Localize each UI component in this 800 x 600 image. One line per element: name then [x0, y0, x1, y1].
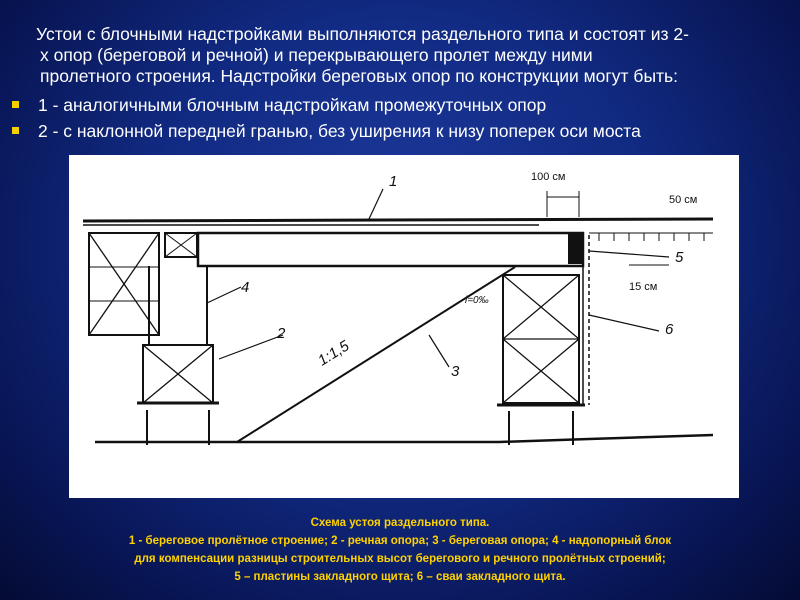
part-label-4: 4: [241, 279, 250, 296]
intro-line-1: Устои с блочными надстройками выполняются раздельного типа и состоят из 2-: [36, 24, 689, 44]
bullet-text-1: 1 - аналогичными блочным надстройкам промежуточных опор: [38, 95, 547, 115]
dim-label-100: 100 см: [531, 171, 566, 183]
slope-note-label: i=0‰: [465, 295, 489, 306]
dim-label-50: 50 см: [669, 194, 698, 206]
intro-line-2: х опор (береговой и речной) и перекрывающего пролет между ними: [40, 45, 593, 65]
part-label-2: 2: [277, 325, 286, 342]
ground-line: [95, 435, 713, 442]
caption-title: Схема устоя раздельного типа.: [310, 517, 490, 529]
slope-line: [237, 267, 515, 442]
span-girder: [198, 233, 583, 266]
dim-label-15: 15 см: [629, 281, 658, 293]
caption-line-3: 5 – пластины закладного щита; 6 – сваи закладного щита.: [234, 571, 566, 583]
abutment-drawing: [69, 155, 739, 498]
part-label-5: 5: [675, 249, 684, 266]
girder-end-block: [569, 235, 583, 263]
bullet-square-icon: [12, 101, 19, 108]
road-hatching: [589, 233, 713, 241]
part-label-3: 3: [451, 363, 460, 380]
intro-line-3: пролетного строения. Надстройки береговых опор по конструкции могут быть:: [40, 66, 679, 86]
figure-caption: [0, 514, 800, 586]
bullet-square-icon: [12, 127, 19, 134]
bullet-text-2: 2 - с наклонной передней гранью, без уширения к низу поперек оси моста: [38, 121, 641, 141]
intro-text: [36, 24, 796, 87]
caption-line-1: 1 - береговое пролётное строение; 2 - речная опора; 3 - береговая опора; 4 - надопорный блок: [128, 535, 672, 547]
slope-label: 1:1,5: [315, 337, 353, 370]
abutment-diagram: [69, 155, 739, 498]
deck-top-line: [83, 219, 713, 221]
part-label-6: 6: [665, 321, 674, 338]
part-label-1: 1: [389, 173, 398, 190]
caption-line-2: для компенсации разницы строительных высот берегового и речного пролётных строений;: [134, 553, 666, 565]
